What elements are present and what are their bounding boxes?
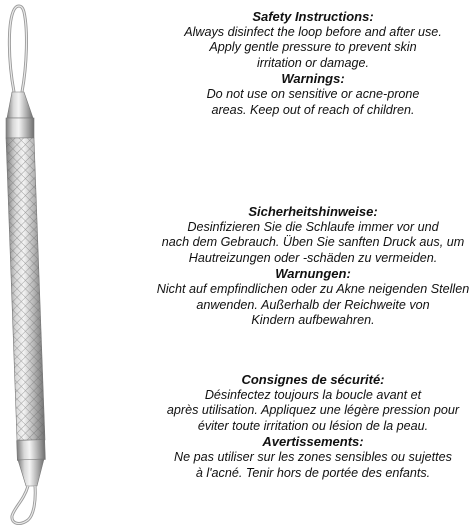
warnings-heading: Avertissements:: [262, 434, 364, 450]
instructions-english: [150, 9, 476, 118]
bottom-collar: [17, 440, 46, 461]
warnings-line: Do not use on sensitive or acne-prone: [206, 86, 420, 101]
bottom-taper: [18, 459, 44, 486]
warnings-line: Kindern aufbewahren.: [251, 313, 375, 328]
safety-line: Always disinfect the loop before and after use.: [184, 24, 442, 39]
safety-line: éviter toute irritation ou lésion de la peau.: [197, 418, 429, 433]
instructions-german: [150, 204, 476, 329]
safety-heading: Safety Instructions:: [252, 9, 374, 24]
warnings-heading: Warnings:: [281, 71, 345, 87]
warnings-heading: Warnungen:: [275, 266, 351, 282]
warnings-line: areas. Keep out of reach of children.: [211, 102, 415, 117]
top-collar: [6, 118, 34, 138]
safety-line: Desinfizieren Sie die Schlaufe immer vor und: [187, 219, 439, 234]
warnings-line: Nicht auf empfindlichen oder zu Akne neigenden Stellen: [156, 281, 470, 296]
safety-line: après utilisation. Appliquez une légère pression pour: [166, 403, 460, 418]
safety-line: irritation or damage.: [257, 55, 369, 70]
comedone-extractor-tool-icon: [0, 0, 60, 530]
safety-line: Hautreizungen oder -schäden zu vermeiden.: [188, 250, 438, 265]
warnings-line: à l'acné. Tenir hors de portée des enfants.: [195, 465, 431, 480]
safety-line: Désinfectez toujours la boucle avant et: [204, 387, 422, 402]
safety-line: Apply gentle pressure to prevent skin: [209, 40, 417, 55]
top-taper: [7, 92, 33, 118]
instructions-french: [150, 372, 476, 481]
bottom-loop: [12, 486, 35, 523]
safety-line: nach dem Gebrauch. Üben Sie sanften Druck aus, um: [161, 235, 465, 250]
safety-heading: Consignes de sécurité:: [241, 372, 385, 387]
safety-heading: Sicherheitshinweise:: [248, 204, 378, 219]
warnings-line: Ne pas utiliser sur les zones sensibles ou sujettes: [174, 449, 452, 464]
warnings-line: anwenden. Außerhalb der Reichweite von: [196, 297, 430, 312]
